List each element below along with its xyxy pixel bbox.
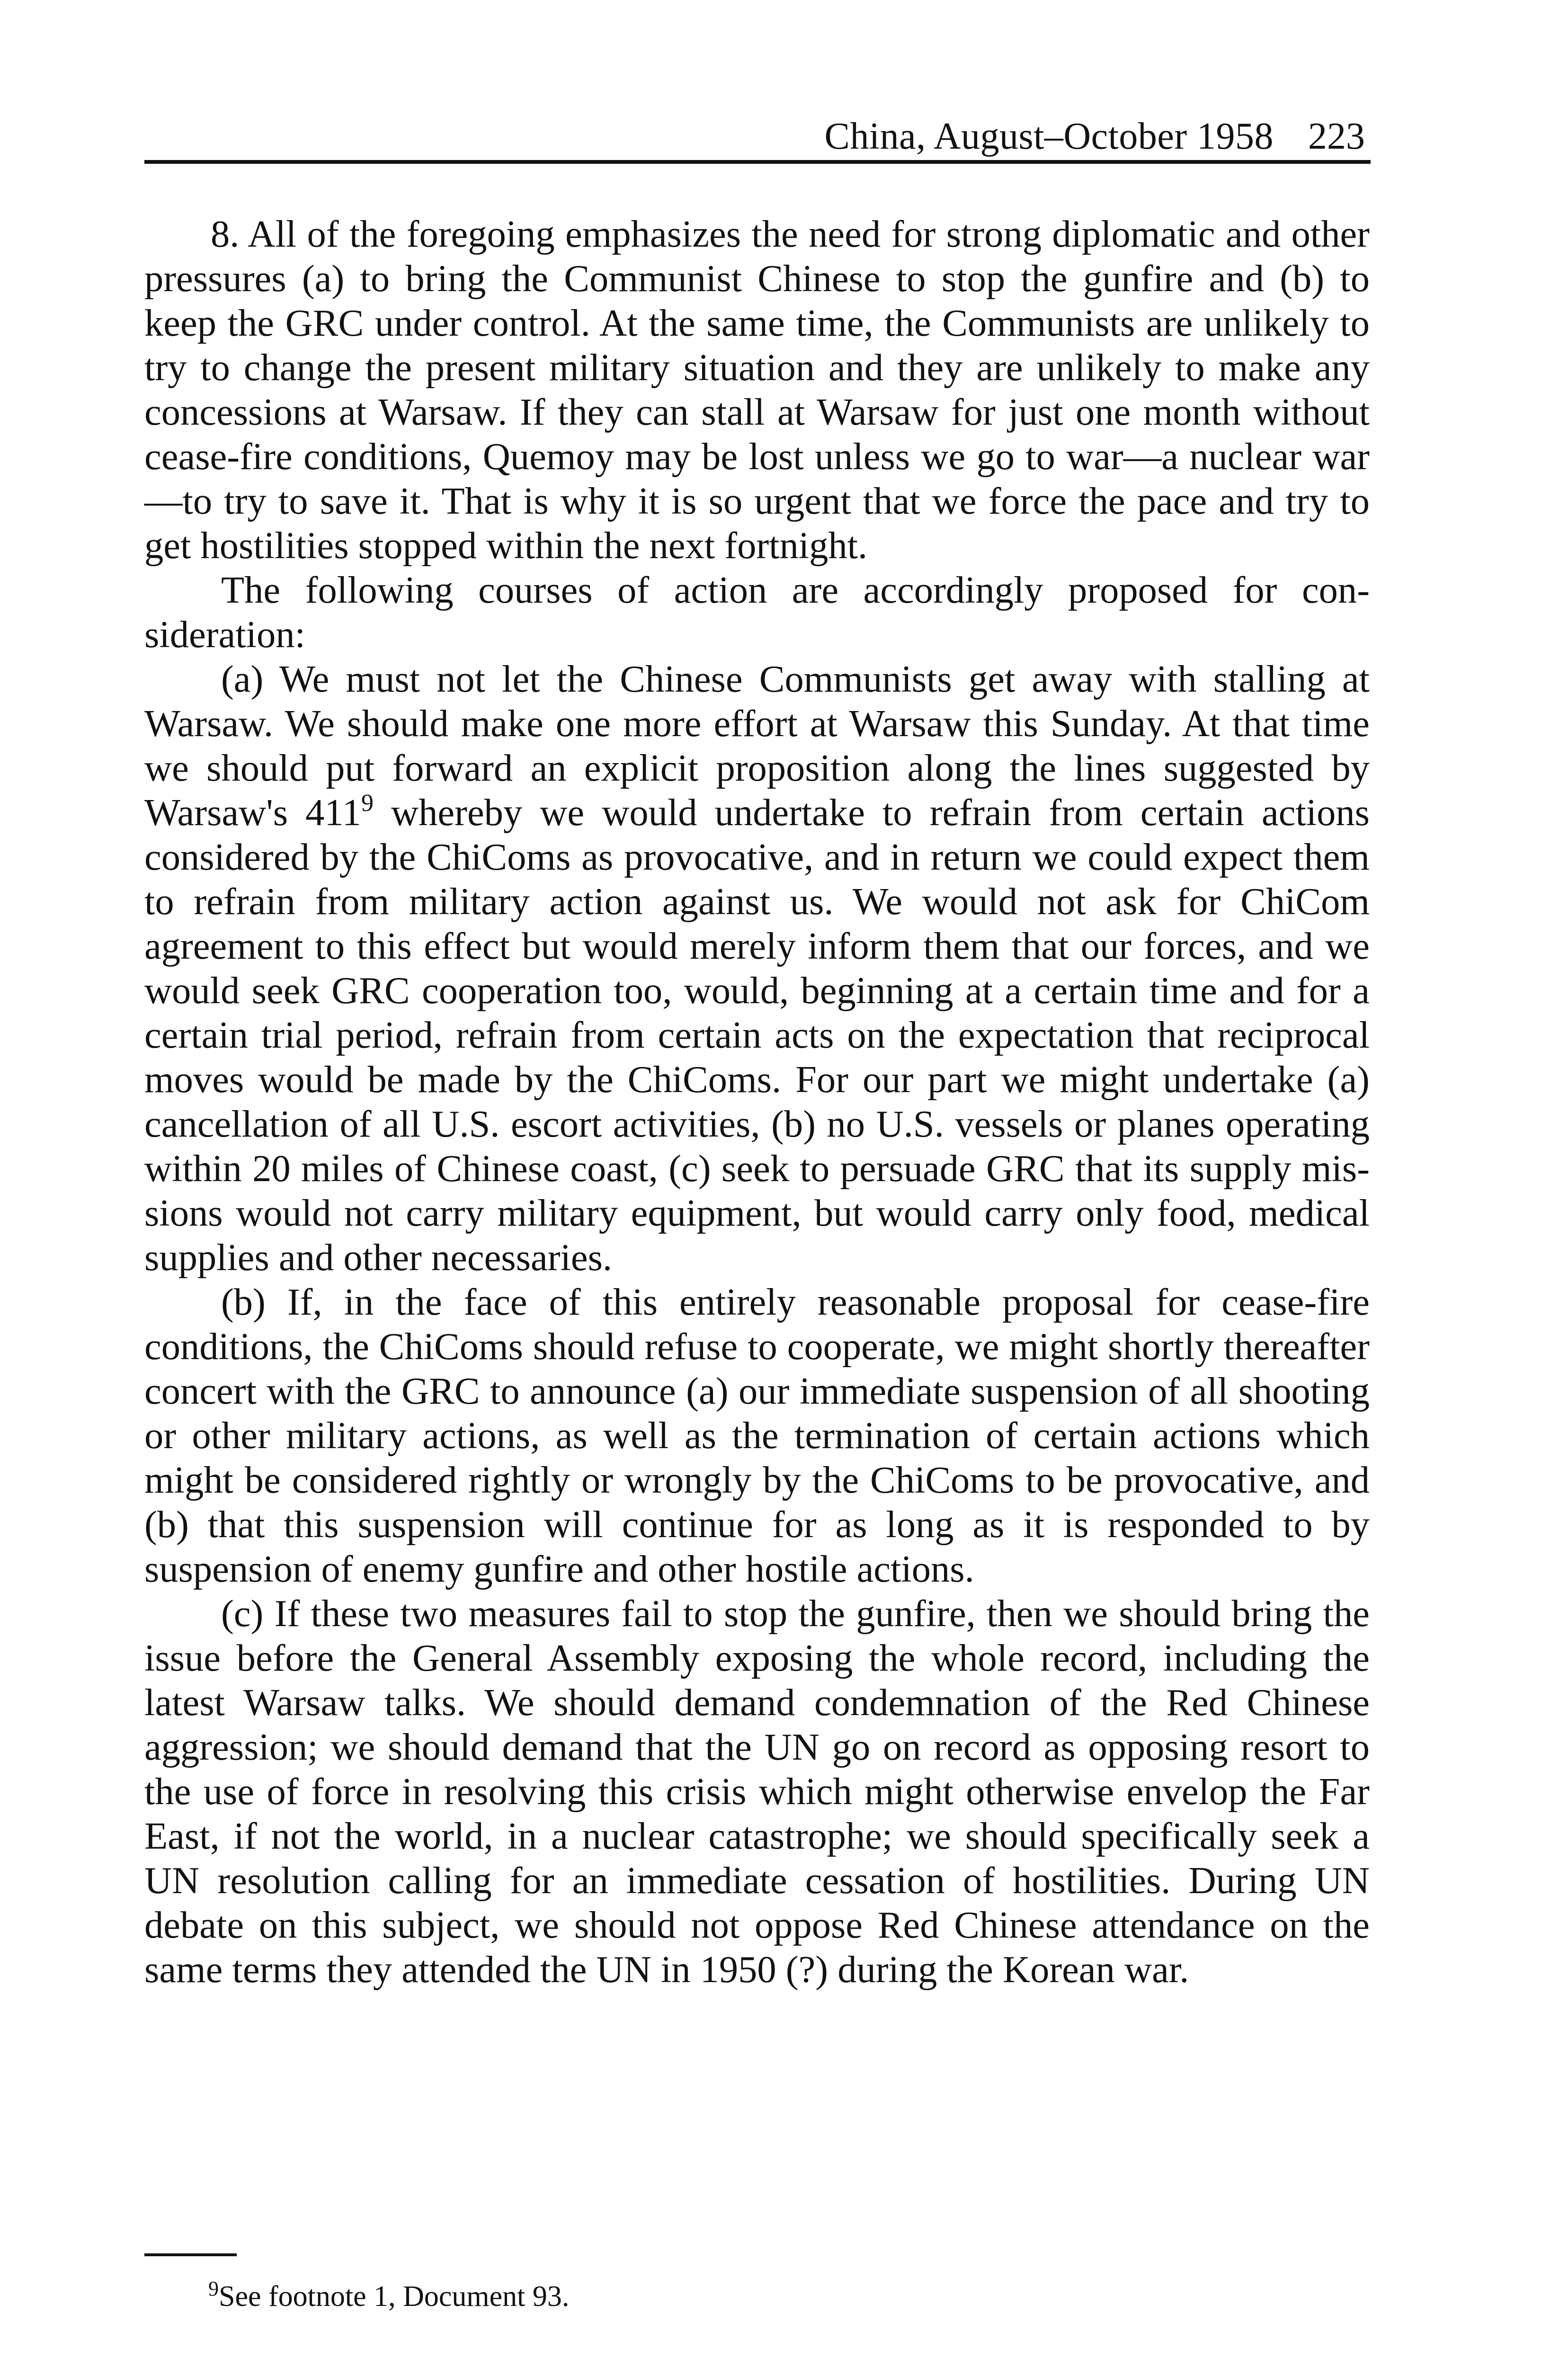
paragraph-courses-intro: The following courses of action are accordingly proposed for consideration:	[144, 569, 1370, 656]
footnote	[208, 2277, 570, 2313]
footnote-reference: 9	[361, 790, 374, 817]
footnote-text: See footnote 1, Document 93.	[219, 2280, 570, 2313]
paragraph-option-a	[144, 657, 1370, 1280]
running-title: China, August–October 1958	[824, 116, 1274, 157]
option-a-text: (a) We must not let the Chinese Communists get away with stalling at Warsaw. We should make one more effort at Warsaw this Sunday. At that time we should put forward an explicit proposition along the lines suggested by Warsaw's 411	[144, 658, 1370, 834]
paragraph-8: 8. All of the foregoing emphasizes the need for strong diplomatic and other pressures (a) to bring the Communist Chinese to stop the gunfire and (b) to keep the GRC under control. At the same time, the Communists are unlikely to try to change the present military situation and they are unlikely to make any concessions at Warsaw. If they can stall at Warsaw for just one month without cease-fire conditions, Quemoy may be lost unless we go to war—a nuclear war—to try to save it. That is why it is so urgent that we force the pace and try to get hostilities stopped within the next fortnight.	[144, 213, 1370, 567]
footnote-rule	[144, 2253, 237, 2256]
paragraph-option-c: (c) If these two measures fail to stop the gunfire, then we should bring the issue before the General Assembly exposing the whole record, including the latest Warsaw talks. We should demand condemnation of the Red Chinese aggression; we should demand that the UN go on record as opposing resort to the use of force in resolving this crisis which might otherwise envelop the Far East, if not the world, in a nuclear catastrophe; we should specifically seek a UN resolution calling for an immediate cessation of hostilities. During UN debate on this subject, we should not oppose Red Chinese attendance on the same terms they attended the UN in 1950 (?) during the Korean war.	[144, 1593, 1370, 1991]
page-number: 223	[1308, 116, 1365, 157]
footnote-mark: 9	[208, 2277, 219, 2300]
page-header	[144, 108, 1371, 164]
option-a-text-continued: whereby we would undertake to refrain from certain actions considered by the ChiComs as provocative, and in return we could expect them to refrain from military action against us. We would not ask for ChiCom agreement to this effect but would merely inform them that our forces, and we would seek GRC cooperation too, would, beginning at a certain time and for a certain trial period, refrain from certain acts on the expectation that reciprocal moves would be made by the ChiComs. For our part we might undertake (a) cancellation of all U.S. escort activities, (b) no U.S. vessels or planes operating within 20 miles of Chinese coast, (c) seek to persuade GRC that its supply missions would not carry military equipment, but would carry only food, medical supplies and other necessaries.	[144, 792, 1370, 1279]
body-text	[144, 212, 1370, 1992]
paragraph-option-b: (b) If, in the face of this entirely reasonable proposal for cease-fire conditions, the ChiComs should refuse to cooperate, we might shortly thereafter concert with the GRC to announce (a) our immediate suspension of all shooting or other military actions, as well as the termination of certain actions which might be considered rightly or wrongly by the ChiComs to be provocative, and (b) that this suspension will continue for as long as it is responded to by suspension of enemy gunfire and other hostile actions.	[144, 1281, 1370, 1590]
